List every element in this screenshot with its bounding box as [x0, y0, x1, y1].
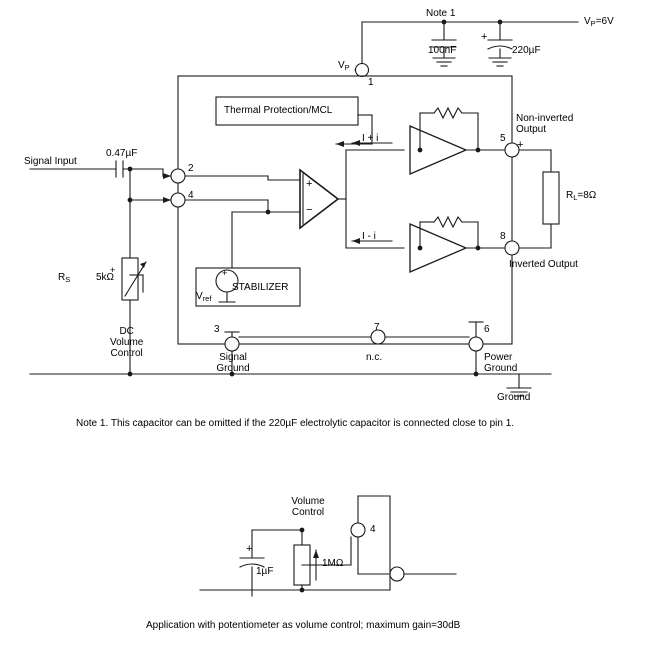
supply-v-val: =6V [595, 16, 614, 27]
supply-v: V [584, 16, 591, 27]
supply-voltage-label [584, 16, 614, 29]
pin-7-number: 7 [374, 322, 380, 333]
volume-control-line-2: Control [291, 507, 325, 518]
load-resistor-label [566, 190, 596, 203]
pin-8-number: 8 [500, 231, 506, 242]
power-ground-label [484, 352, 517, 374]
vref-label [196, 291, 211, 304]
power-ground-line-2: Ground [484, 363, 518, 374]
pot-plus-sign: + [110, 265, 116, 275]
non-inverted-line-1: Non-inverted [516, 113, 574, 124]
rl-text: R [566, 190, 574, 201]
volume-control-label [276, 496, 340, 518]
nc-label: n.c. [366, 352, 383, 363]
dc-volume-line-1: DC [119, 326, 134, 337]
bottom-cap-plus-sign: + [246, 543, 253, 555]
note-1-caption: Note 1. This capacitor can be omitted if the 220µF electrolytic capacitor is connected close to pin 1. [76, 418, 515, 429]
pin-6-number: 6 [484, 324, 490, 335]
pin-2-number: 2 [188, 163, 194, 174]
current-plus-i-label: I + i [362, 133, 379, 144]
signal-ground-line-1: Signal [219, 352, 247, 363]
vref-text: V [196, 291, 203, 302]
vref-sub: ref [202, 294, 212, 303]
volume-control-line-1: Volume [291, 496, 325, 507]
cap-100nf-label: 100nF [428, 45, 457, 56]
amp-plus-input-sign: + [306, 178, 313, 190]
signal-input-label: Signal Input [24, 156, 77, 167]
pin-3-number: 3 [214, 324, 220, 335]
pin-4-number: 4 [188, 190, 194, 201]
cap-220uf-label: 220µF [512, 45, 541, 56]
rl-val: =8Ω [577, 190, 597, 201]
inverted-output-label: Inverted Output [509, 259, 578, 270]
dc-volume-control-label [110, 326, 143, 359]
bottom-pin-4-number: 4 [370, 524, 376, 535]
stabilizer-block-label: STABILIZER [232, 282, 289, 293]
input-capacitor-label: 0.47µF [106, 148, 138, 159]
bottom-cap-1uf-label: 1µF [256, 566, 274, 577]
rs-label [58, 272, 70, 285]
dc-volume-line-2: Volume [110, 337, 144, 348]
pin-1-number: 1 [368, 77, 374, 88]
rs-sub: S [65, 275, 71, 284]
cap-220uf-plus-sign: + [481, 31, 488, 43]
amp-minus-input-sign: − [306, 204, 313, 216]
rl-sub: L [573, 193, 578, 202]
supply-v-sub: P [590, 19, 596, 28]
ground-label: Ground [497, 392, 531, 403]
non-inverted-output-label [516, 113, 573, 135]
bottom-res-1m-label: 1MΩ [322, 558, 344, 569]
output-plus-sign: + [517, 139, 524, 151]
vp-text: V [338, 60, 345, 71]
pin-5-number: 5 [500, 133, 506, 144]
rs-value: 5kΩ [96, 272, 115, 283]
dc-volume-line-3: Control [110, 348, 143, 359]
signal-ground-label [198, 352, 268, 374]
vref-plus-sign: + [222, 268, 228, 278]
rs-text: R [58, 272, 66, 283]
current-minus-i-label: I - i [362, 231, 376, 242]
note1-label: Note 1 [426, 8, 456, 19]
thermal-protection-block-label: Thermal Protection/MCL [224, 105, 333, 116]
bottom-caption: Application with potentiometer as volume control; maximum gain=30dB [146, 620, 461, 631]
signal-ground-line-2: Ground [216, 363, 250, 374]
pin-vp-label [338, 60, 350, 73]
vp-sub: P [344, 63, 350, 72]
non-inverted-line-2: Output [516, 124, 547, 135]
power-ground-line-1: Power [484, 352, 513, 363]
